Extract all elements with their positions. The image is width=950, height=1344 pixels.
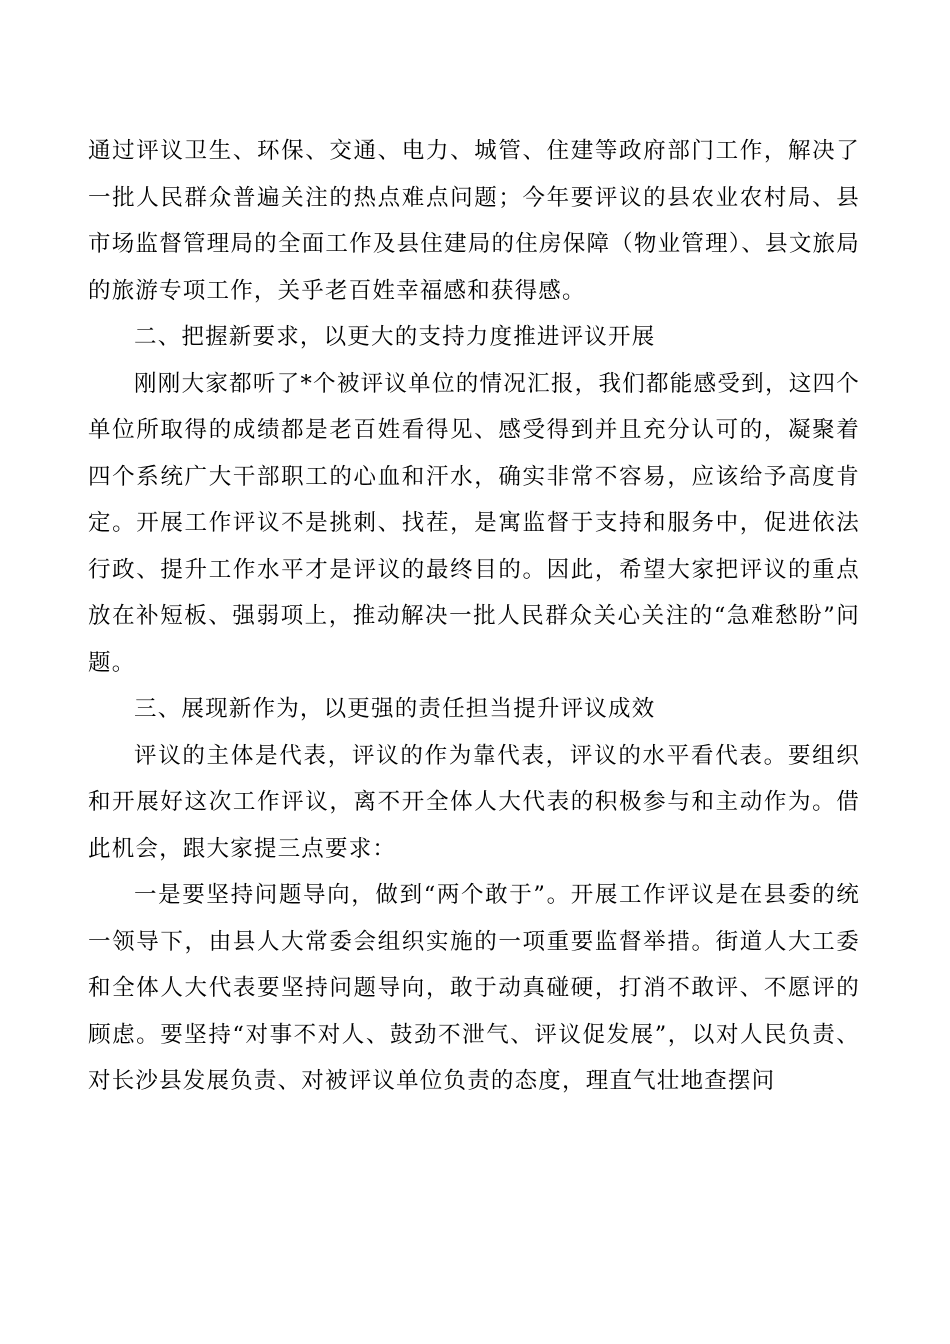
body-paragraph: 刚刚大家都听了*个被评议单位的情况汇报，我们都能感受到，这四个单位所取得的成绩都是老百姓看得见、感受得到并且充分认可的，凝聚着四个系统广大干部职工的心血和汗水，确实非常不容易，应该给予高度肯定。开展工作评议不是挑刺、找茬，是寓监督于支持和服务中，促进依法行政、提升工作水平才是评议的最终目的。因此，希望大家把评议的重点放在补短板、强弱项上，推动解决一批人民群众关心关注的“急难愁盼”问题。 (88, 370, 860, 676)
document-page (88, 128, 860, 1105)
section-heading-three: 三、展现新作为，以更强的责任担当提升评议成效 (134, 696, 656, 722)
body-paragraph: 评议的主体是代表，评议的作为靠代表，评议的水平看代表。要组织和开展好这次工作评议，离不开全体人大代表的积极参与和主动作为。借此机会，跟大家提三点要求： (88, 742, 860, 862)
body-paragraph-continued: 通过评议卫生、环保、交通、电力、城管、住建等政府部门工作，解决了一批人民群众普遍关注的热点难点问题；今年要评议的县农业农村局、县市场监督管理局的全面工作及县住建局的住房保障（物业管理）、县文旅局的旅游专项工作，关乎老百姓幸福感和获得感。 (88, 138, 860, 304)
body-paragraph: 一是要坚持问题导向，做到“两个敢于”。开展工作评议是在县委的统一领导下，由县人大常委会组织实施的一项重要监督举措。街道人大工委和全体人大代表要坚持问题导向，敢于动真碰硬，打消不敢评、不愿评的顾虑。要坚持“对事不对人、鼓劲不泄气、评议促发展”，以对人民负责、对长沙县发展负责、对被评议单位负责的态度，理直气壮地查摆问 (88, 882, 860, 1094)
section-heading-two: 二、把握新要求，以更大的支持力度推进评议开展 (134, 324, 656, 350)
